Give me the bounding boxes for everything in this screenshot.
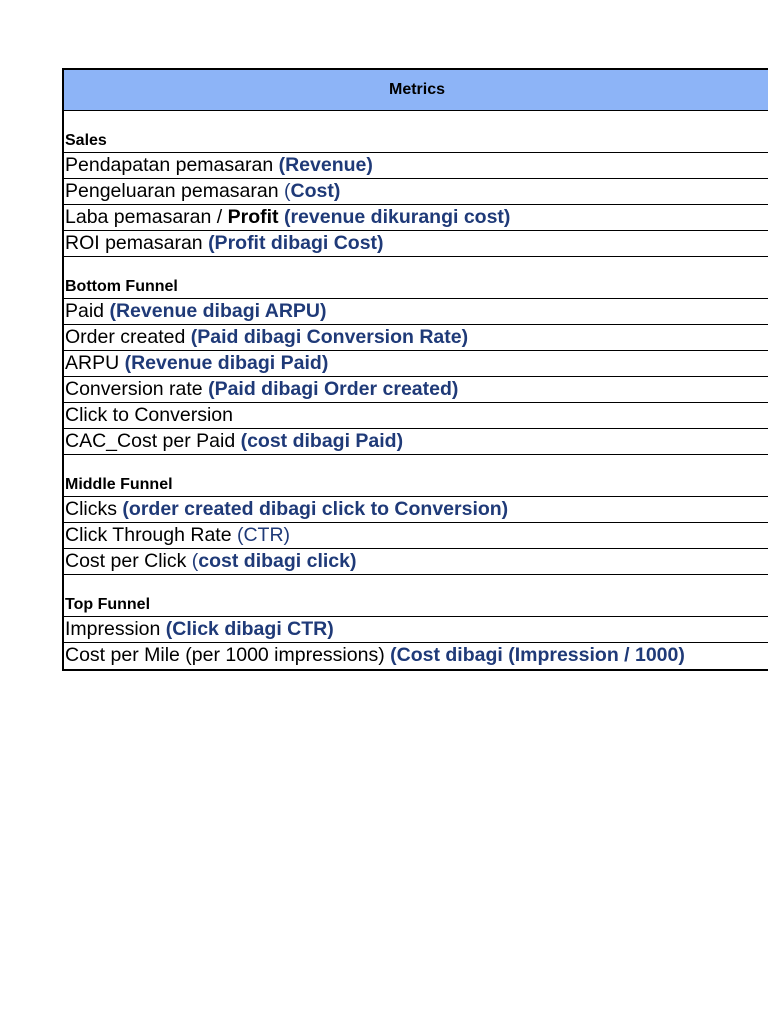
metric-row-cac[interactable]: CAC_Cost per Paid (cost dibagi Paid) bbox=[64, 429, 768, 455]
header-label: Metrics bbox=[388, 81, 446, 98]
metric-row-paid[interactable]: Paid (Revenue dibagi ARPU) bbox=[64, 299, 768, 325]
metric-row-revenue[interactable]: Pendapatan pemasaran (Revenue) bbox=[64, 153, 768, 179]
metric-row-click-to-conversion[interactable]: Click to Conversion bbox=[64, 403, 768, 429]
section-title-middle-funnel[interactable]: Middle Funnel bbox=[64, 472, 768, 497]
section-title-sales[interactable]: Sales bbox=[64, 128, 768, 153]
metric-row-order-created[interactable]: Order created (Paid dibagi Conversion Rate) bbox=[64, 325, 768, 351]
metric-row-arpu[interactable]: ARPU (Revenue dibagi Paid) bbox=[64, 351, 768, 377]
metrics-table bbox=[62, 68, 768, 671]
spacer-row bbox=[64, 575, 768, 592]
metric-row-profit[interactable]: Laba pemasaran / Profit (revenue dikurangi cost) bbox=[64, 205, 768, 231]
metric-row-roi[interactable]: ROI pemasaran (Profit dibagi Cost) bbox=[64, 231, 768, 257]
spacer-row bbox=[64, 257, 768, 274]
section-title-bottom-funnel[interactable]: Bottom Funnel bbox=[64, 274, 768, 299]
section-title-top-funnel[interactable]: Top Funnel bbox=[64, 592, 768, 617]
metric-row-cpc[interactable]: Cost per Click (cost dibagi click) bbox=[64, 549, 768, 575]
metric-row-cpm[interactable]: Cost per Mile (per 1000 impressions) (Cost dibagi (Impression / 1000) bbox=[65, 644, 685, 666]
metric-row-clicks[interactable]: Clicks (order created dibagi click to Conversion) bbox=[64, 497, 768, 523]
metric-row-ctr[interactable]: Click Through Rate (CTR) bbox=[64, 523, 768, 549]
spacer-row bbox=[64, 455, 768, 472]
table-header[interactable] bbox=[64, 70, 768, 111]
metric-row-cost[interactable]: Pengeluaran pemasaran (Cost) bbox=[64, 179, 768, 205]
metric-row-impression[interactable]: Impression (Click dibagi CTR) bbox=[64, 617, 768, 643]
spacer-row bbox=[64, 111, 768, 128]
metric-row-conversion-rate[interactable]: Conversion rate (Paid dibagi Order created) bbox=[64, 377, 768, 403]
